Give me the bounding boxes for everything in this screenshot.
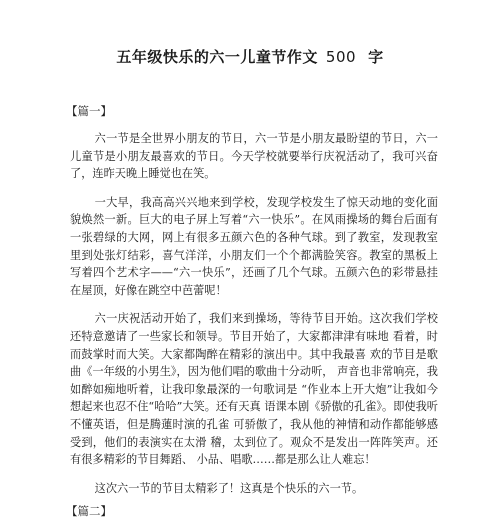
title-text: 五年级快乐的六一儿童节作文 xyxy=(116,48,318,66)
paragraph-4: 这次六一节的节目太精彩了！这真是个快乐的六一节。 xyxy=(94,481,364,495)
title-unit: 字 xyxy=(368,48,384,66)
page-title xyxy=(0,46,500,67)
section-1-body xyxy=(70,130,438,508)
paragraph-1: 六一节是全世界小朋友的节日，六一节是小朋友最盼望的节日，六一儿童节是小朋友最喜欢的节日。今天学校就要举行庆祝活动了，我可兴奋了，连昨天晚上睡觉也在笑。 xyxy=(70,132,438,181)
title-word-count: 500 xyxy=(325,48,357,66)
paragraph-2: 一大早，我高高兴兴地来到学校，发现学校发生了惊天动地的变化面貌焕然一新。巨大的电子屏上写着“六一快乐”。在风雨操场的舞台后面有一张碧绿的大网，网上有很多五颜六色的各种气球。到了教室，发现教室里到处张灯结彩，喜气洋洋，小朋友们一个个都满脸笑容。教室的黑板上写着四个艺术字——“六一快乐”，还画了几个气球。五颜六色的彩带悬挂在屋顶，好像在跳空中芭蕾呢！ xyxy=(70,195,438,297)
section-label-1: 【篇一】 xyxy=(66,104,112,118)
section-label-2: 【篇二】 xyxy=(66,504,112,518)
paragraph-3: 六一庆祝活动开始了，我们来到操场，等待节目开始。这次我们学校还特意邀请了一些家长和领导。节目开始了，大家都津津有味地 看着，时而鼓掌时而大笑。大家都陶醉在精彩的演出中。其中我最喜 欢的节目是歌曲《一年级的小男生》，因为他们唱的歌曲十分动听， 声音也非常响亮，我如醉如痴地听着，让我印象最深的一句歌词是 “作业本上开大炮”让我如今想起来也忍不住“哈哈”大笑。还有天真 语课本剧《骄傲的孔雀》。即使我听不懂英语，但是腾蓮时演的孔雀 可骄傲了，我从他的神情和动作都能够感受到，他们的表演实在太滑 稽，太到位了。观众不是发出一阵阵笑声。还有很多精彩的节目舞蹈、 小品、唱歌……都是那么让人难忘！ xyxy=(70,312,438,467)
